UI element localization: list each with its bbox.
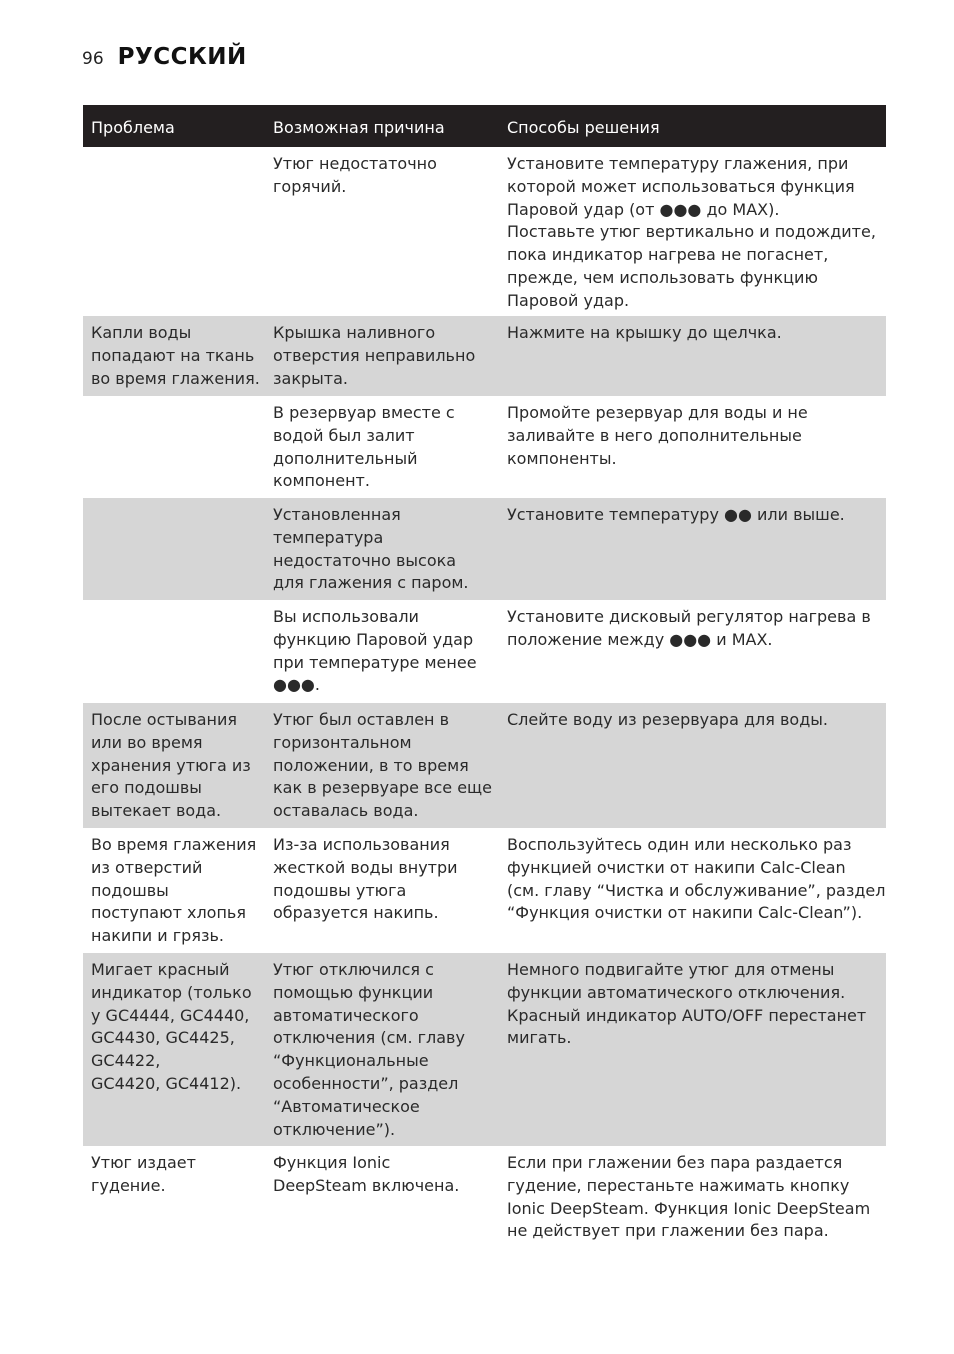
- cell-text-line: Если при глажении без пара раздается: [507, 1153, 843, 1172]
- cell-text-line: Поставьте утюг вертикально и подождите,: [507, 222, 876, 242]
- solution-cell: [499, 703, 886, 828]
- cell-text-line: недостаточно высока: [273, 550, 457, 570]
- cell-text-line: попадают на ткань: [91, 345, 255, 365]
- problem-cell: [83, 828, 265, 953]
- column-header-solution: Способы решения: [507, 117, 660, 137]
- cell-text-line: GC4430, GC4425,: [91, 1028, 235, 1048]
- cell-text-line: автоматического: [273, 1005, 419, 1025]
- table-row: [83, 703, 886, 828]
- cause-cell: [265, 600, 499, 703]
- cell-text-line: особенности”, раздел: [273, 1073, 459, 1093]
- solution-cell: [499, 396, 886, 498]
- cell-text-line: Из-за использования: [273, 835, 450, 854]
- cell-text-line: прежде, чем использовать функцию: [507, 267, 818, 287]
- cell-text-line: оставалась вода.: [273, 801, 419, 821]
- cell-text-line: Воспользуйтесь один или несколько раз: [507, 835, 852, 854]
- cell-text-line: вытекает вода.: [91, 801, 222, 821]
- solution-cell: [499, 1146, 886, 1248]
- cell-text-line: (см. главу “Чистка и обслуживание”, раздел: [507, 880, 886, 900]
- solution-cell: [499, 498, 886, 600]
- cell-text-line: для глажения с паром.: [273, 573, 469, 593]
- cell-text-line: В резервуар вместе с: [273, 403, 455, 422]
- cell-text-line: закрыта.: [273, 368, 348, 388]
- problem-cell: [83, 953, 265, 1146]
- cell-text-line: DeepSteam включена.: [273, 1175, 460, 1195]
- cell-text-line: температура: [273, 527, 384, 547]
- troubleshooting-table: [83, 105, 886, 1248]
- cell-text-line: индикатор (только: [91, 982, 252, 1002]
- solution-cell: [499, 953, 886, 1146]
- cell-text-line: горизонтальном: [273, 732, 412, 752]
- cell-text-line: Во время глажения: [91, 835, 257, 854]
- cell-text-line: хранения утюга из: [91, 755, 251, 775]
- cell-text-line: как в резервуаре все еще: [273, 778, 492, 798]
- cell-text-line: пока индикатор нагрева не погаснет,: [507, 245, 829, 265]
- cause-cell: [265, 396, 499, 498]
- problem-cell: [83, 600, 265, 703]
- cell-text-line: функцию Паровой удар: [273, 629, 474, 649]
- cell-text-line: отверстия неправильно: [273, 345, 476, 365]
- cause-cell: [265, 316, 499, 396]
- table-row: [83, 953, 886, 1146]
- cause-cell: [265, 953, 499, 1146]
- table-body: [83, 147, 886, 1248]
- cell-text-line: Паровой удар (от ●●● до MAX).: [507, 199, 780, 219]
- cause-cell: [265, 703, 499, 828]
- cell-text-line: при температуре менее: [273, 652, 477, 672]
- cell-text-line: дополнительный: [273, 448, 418, 468]
- cell-text-line: Утюг издает: [91, 1153, 196, 1172]
- cell-text-line: компонент.: [273, 471, 370, 491]
- cell-text-line: Вы использовали: [273, 607, 419, 626]
- cell-text-line: GC4422,: [91, 1051, 161, 1071]
- table-row: [83, 600, 886, 703]
- problem-cell: [83, 1146, 265, 1248]
- cell-text-line: гудение.: [91, 1175, 166, 1195]
- page-language-title: РУССКИЙ: [117, 44, 247, 70]
- table-row: [83, 1146, 886, 1248]
- table-header-row: [83, 105, 886, 147]
- solution-cell: [499, 600, 886, 703]
- cell-text-line: Немного подвигайте утюг для отмены: [507, 960, 835, 979]
- cell-text-line: или во время: [91, 732, 203, 752]
- cell-text-line: мигать.: [507, 1028, 572, 1048]
- cell-text-line: Ionic DeepSteam. Функция Ionic DeepSteam: [507, 1198, 871, 1218]
- cell-text-line: Установите температуру глажения, при: [507, 154, 849, 173]
- cell-text-line: поступают хлопья: [91, 903, 246, 923]
- cell-text-line: накипи и грязь.: [91, 926, 224, 946]
- cell-text-line: Утюг недостаточно: [273, 154, 437, 173]
- cell-text-line: Паровой удар.: [507, 290, 630, 310]
- cell-text-line: из отверстий: [91, 857, 203, 877]
- cell-text-line: функции автоматического отключения.: [507, 982, 846, 1002]
- problem-cell: [83, 498, 265, 600]
- cell-text-line: После остывания: [91, 710, 238, 729]
- cell-text-line: Мигает красный: [91, 960, 230, 979]
- cell-text-line: Утюг отключился с: [273, 960, 434, 979]
- cell-text-line: положении, в то время: [273, 755, 469, 775]
- cell-text-line: “Функция очистки от накипи Calc-Clean”).: [507, 903, 863, 923]
- solution-cell: [499, 147, 886, 316]
- cell-text-line: которой может использоваться функция: [507, 176, 855, 196]
- cell-text-line: GC4420, GC4412).: [91, 1073, 242, 1093]
- solution-cell: [499, 828, 886, 953]
- table-row: [83, 316, 886, 396]
- cell-text-line: отключения (см. главу: [273, 1028, 465, 1048]
- column-header-cause: Возможная причина: [273, 117, 445, 137]
- problem-cell: [83, 316, 265, 396]
- problem-cell: [83, 396, 265, 498]
- table-row: [83, 147, 886, 316]
- cell-text-line: Установите температуру ●● или выше.: [507, 505, 845, 524]
- cell-text-line: гудение, перестаньте нажимать кнопку: [507, 1175, 850, 1195]
- cell-text-line: Функция Ionic: [273, 1153, 391, 1172]
- table-row: [83, 396, 886, 498]
- cell-text-line: “Автоматическое: [273, 1096, 420, 1116]
- cell-text-line: компоненты.: [507, 448, 617, 468]
- cause-cell: [265, 1146, 499, 1248]
- cell-text-line: у GC4444, GC4440,: [91, 1005, 250, 1025]
- table-row: [83, 498, 886, 600]
- problem-cell: [83, 147, 265, 316]
- page-header: [82, 44, 247, 70]
- solution-cell: [499, 316, 886, 396]
- cell-text-line: подошвы: [91, 880, 169, 900]
- cell-text-line: положение между ●●● и MAX.: [507, 629, 773, 649]
- cell-text-line: Слейте воду из резервуара для воды.: [507, 710, 828, 729]
- cell-text-line: помощью функции: [273, 982, 434, 1002]
- cell-text-line: Нажмите на крышку до щелчка.: [507, 323, 782, 342]
- cell-text-line: во время глажения.: [91, 368, 260, 388]
- cell-text-line: горячий.: [273, 176, 347, 196]
- cell-text-line: заливайте в него дополнительные: [507, 425, 802, 445]
- cell-text-line: образуется накипь.: [273, 903, 439, 923]
- cell-text-line: “Функциональные: [273, 1051, 429, 1071]
- cell-text-line: Промойте резервуар для воды и не: [507, 403, 808, 422]
- cell-text-line: не действует при глажении без пара.: [507, 1221, 829, 1241]
- problem-cell: [83, 703, 265, 828]
- cell-text-line: функцией очистки от накипи Calc-Clean: [507, 857, 846, 877]
- cell-text-line: Установите дисковый регулятор нагрева в: [507, 607, 871, 626]
- cell-text-line: Крышка наливного: [273, 323, 436, 342]
- cell-text-line: Утюг был оставлен в: [273, 710, 450, 729]
- column-header-problem: Проблема: [91, 117, 175, 137]
- cell-text-line: Капли воды: [91, 323, 192, 342]
- page-number: 96: [82, 49, 104, 69]
- cell-text-line: жесткой воды внутри: [273, 857, 458, 877]
- table-row: [83, 828, 886, 953]
- cell-text-line: его подошвы: [91, 778, 202, 798]
- cell-text-line: подошвы утюга: [273, 880, 407, 900]
- cell-text-line: водой был залит: [273, 425, 415, 445]
- cell-text-line: Красный индикатор AUTO/OFF перестанет: [507, 1005, 867, 1025]
- cause-cell: [265, 498, 499, 600]
- cause-cell: [265, 147, 499, 316]
- cause-cell: [265, 828, 499, 953]
- cell-text-line: Установленная: [273, 505, 401, 524]
- cell-text-line: отключение”).: [273, 1119, 396, 1139]
- cell-text-line: ●●●.: [273, 675, 320, 695]
